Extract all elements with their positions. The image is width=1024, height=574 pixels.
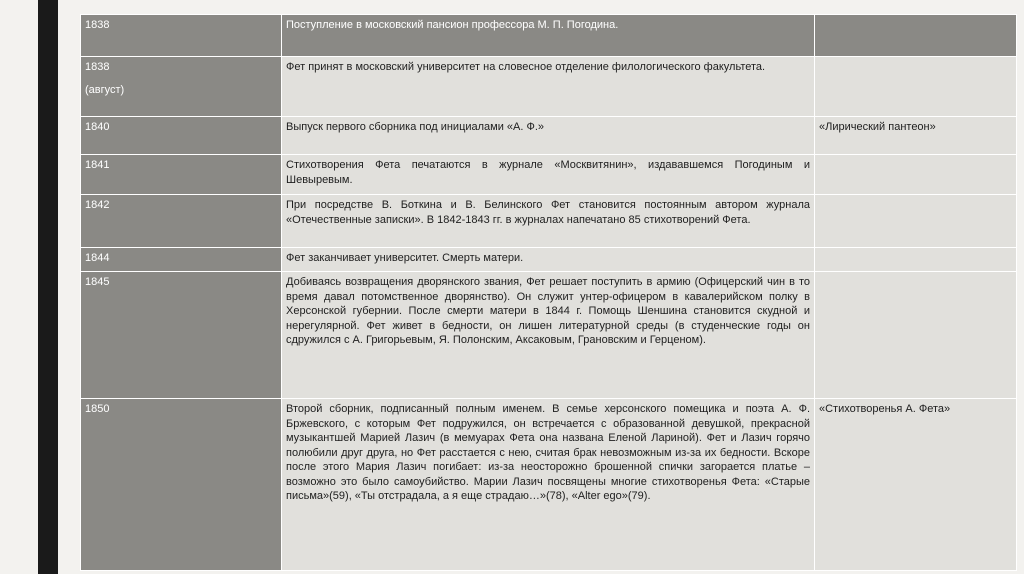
table-row <box>81 117 1017 155</box>
year-cell <box>81 57 282 117</box>
year-cell: 1850 <box>81 399 282 571</box>
note-cell <box>815 195 1017 248</box>
event-cell: При посредстве В. Боткина и В. Белинского Фет становится постоянным автором журнала «Отечественные записки». В 1842-1843 гг. в журналах напечатано 85 стихотворений Фета. <box>282 195 815 248</box>
table-row <box>81 248 1017 272</box>
table-row <box>81 399 1017 571</box>
note-cell <box>815 272 1017 399</box>
note-cell <box>815 155 1017 195</box>
table-row <box>81 155 1017 195</box>
table-row <box>81 195 1017 248</box>
year-cell: 1840 <box>81 117 282 155</box>
event-cell: Стихотворения Фета печатаются в журнале «Москвитянин», издававшемся Погодиным и Шевыревым. <box>282 155 815 195</box>
note-cell: «Лирический пантеон» <box>815 117 1017 155</box>
slide-margin <box>0 0 38 574</box>
table-row <box>81 57 1017 117</box>
slide-accent-bar <box>38 0 58 574</box>
event-cell: Второй сборник, подписанный полным именем. В семье херсонского помещика и поэта А. Ф. Бржевского, с которым Фет подружился, он встречается с образованной девушкой, прекрасной музыкантшей Марией Лазич (в мемуарах Фета она названа Еленой Лариной). Фет и Лазич горячо полюбили друг друга, но Фет расстается с нею, считая брак невозможным из-за их бедности. Вскоре после этого Мария Лазич погибает: из-за неосторожно брошенной спички загорается платье – возможно это было самоубийство. Марии Лазич посвящены многие стихотворенья Фета: «Старые письма»(59), «Ты отстрадала, а я еще страдаю…»(78), «Alter ego»(79). <box>282 399 815 571</box>
event-cell: Добиваясь возвращения дворянского звания, Фет решает поступить в армию (Офицерский чин в то время давал потомственное дворянство). Он служит унтер-офицером в кавалерийском полку в Херсонской губернии. После смерти матери в 1844 г. Помощь Шеншина становится скудной и нерегулярной. Фет живет в бедности, он лишен литературной среды (в студенческие годы он сдружился с А. Григорьевым, Я. Полонским, Аксаковым, Грановским и Герценом). <box>282 272 815 399</box>
year-cell: 1844 <box>81 248 282 272</box>
year-value: 1838 <box>85 61 110 73</box>
event-cell: Поступление в московский пансион профессора М. П. Погодина. <box>282 15 815 57</box>
note-cell <box>815 248 1017 272</box>
table-row <box>81 15 1017 57</box>
note-cell <box>815 57 1017 117</box>
event-cell: Фет заканчивает университет. Смерть матери. <box>282 248 815 272</box>
year-cell: 1842 <box>81 195 282 248</box>
chronology-table <box>80 14 1017 571</box>
note-cell <box>815 15 1017 57</box>
year-cell: 1841 <box>81 155 282 195</box>
year-subtitle: (август) <box>85 83 125 96</box>
event-cell: Фет принят в московский университет на словесное отделение филологического факультета. <box>282 57 815 117</box>
event-cell: Выпуск первого сборника под инициалами «А. Ф.» <box>282 117 815 155</box>
year-cell: 1838 <box>81 15 282 57</box>
year-cell: 1845 <box>81 272 282 399</box>
note-cell: «Стихотворенья А. Фета» <box>815 399 1017 571</box>
table-row <box>81 272 1017 399</box>
